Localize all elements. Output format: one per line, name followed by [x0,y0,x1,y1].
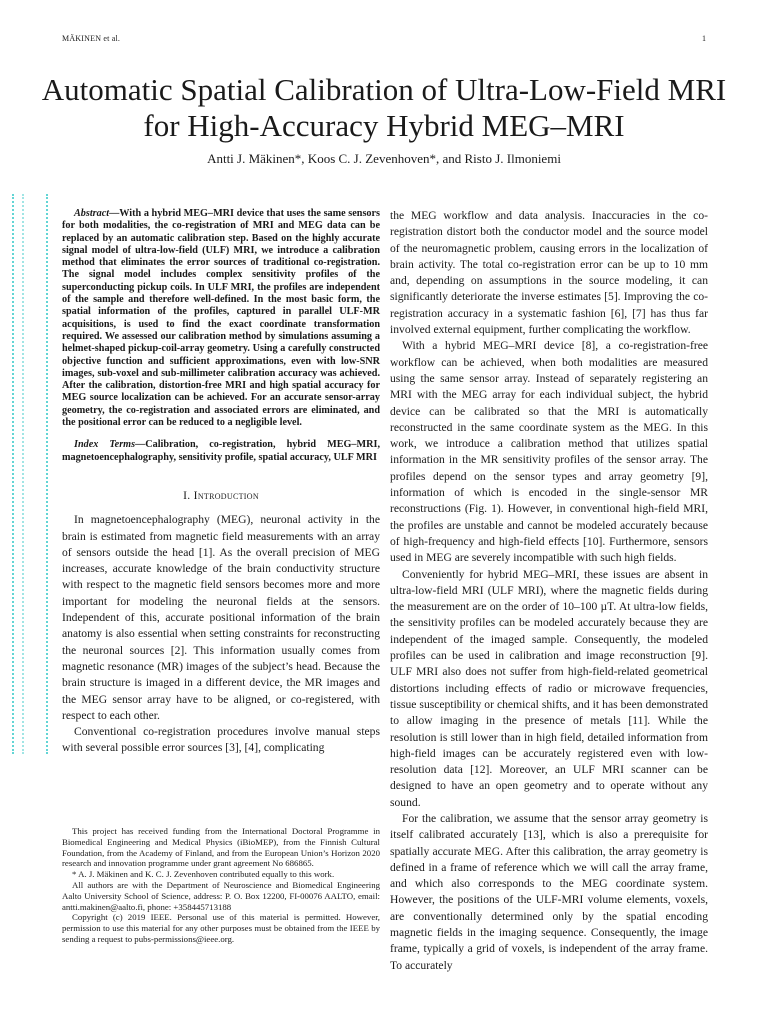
footnote-funding: This project has received funding from the International Doctoral Programme in Biomedical Engineering and Medical Physics (iBioMEP), from the Finnish Cultural Foundation, from the Academy of Finland, and from the European Union’s Horizon 2020 research and innovation programme under grant agreement No 686865. [62,826,380,869]
author-list: Antti J. Mäkinen*, Koos C. J. Zevenhoven*, and Risto J. Ilmoniemi [207,151,561,166]
abstract [62,208,380,429]
abstract-lead: Abstract [74,208,110,219]
right-column [390,208,708,974]
section-number: I. [183,488,191,502]
left-column [62,208,380,757]
margin-annotation-dots [12,194,48,754]
body-paragraph: In magnetoencephalography (MEG), neuronal activity in the brain is estimated from magnetic field measurements with an array of sensors outside the head [1]. As the overall precision of MEG increases, accurate knowledge of the brain conductivity structure with respect to the magnetic field sensors becomes more and more important for modeling the neuronal fields at the sensors. Independent of this, accurate positional information of the brain anatomy is also essential when setting constraints for reconstructing the neuronal sources [2]. This information usually comes from magnetic resonance (MR) images of the subject’s head. Because the brain structure is imaged in a different device, the MR images and the MEG sensor array have to be aligned, or co-registered, with respect to each other. [62,513,380,722]
body-paragraph: With a hybrid MEG–MRI device [8], a co-registration-free workflow can be achieved, when both modalities are measured using the same sensor array. Instead of separately registering an MRI with the MEG array for each individual subject, the hybrid device can be calibrated so that the MRI is automatically reconstructed in the same coordinate system as the MEG. In this work, we introduce a calibration method that utilizes spatial information in the MR sensitivity profiles of the sensor array. The profiles depend on the sensor types and array geometry [9], information of which is encoded in the single-sensor MR reconstructions (Fig. 1). However, in conventional high-field MRI, the profiles are unstable and cannot be modeled accurately because of high-frequency and high-field effects [10]. Furthermore, sensors used in MEG are severely incompatible with such high fields. [390,339,708,565]
body-paragraph: the MEG workflow and data analysis. Inaccuracies in the co-registration distort both the conductor model and the source model of the neuromagnetic problem, causing errors in the localization of brain activity. The total co-registration error can be up to 10 mm and, depending on assumptions in the source modeling, it can significantly deteriorate the inverse estimates [5]. Improving the co-registration accuracy in a systematic fashion [6], [7] has thus far involved external equipment, further complicating the workflow. [390,209,708,337]
footnote-contribution: * A. J. Mäkinen and K. C. J. Zevenhoven contributed equally to this work. [72,869,335,880]
footnote-copyright: Copyright (c) 2019 IEEE. Personal use of this material is permitted. However, permission to use this material for any other purposes must be obtained from the IEEE by sending a request to pubs-permissions@ieee.org. [62,912,380,944]
index-terms-lead: Index Terms [74,439,136,451]
running-head: MÄKINEN et al. [62,34,121,43]
footnote-affiliation: All authors are with the Department of Neuroscience and Biomedical Engineering Aalto University School of Science, address: P. O. Box 12200, FI-00076 AALTO, email: antti.makinen@aalto.fi, phone: +358445713188 [62,879,380,912]
body-paragraph: For the calibration, we assume that the sensor array geometry is itself calibrated accurately [13], which is also a prerequisite for spatially accurate MEG. After this calibration, the array geometry is defined in a frame of reference which we will call the array frame, and which also corresponds to the MEG coordinate system. However, the positions of the ULF-MRI volume elements, voxels, are conventionally determined only by the spatial encoding magnetic fields in the imaging sequence. Consequently, the image frame, typically a grid of voxels, is independent of the array frame. To accurately [390,811,708,972]
section-heading [62,488,380,504]
footnotes [62,826,380,945]
abstract-text: —With a hybrid MEG–MRI device that uses the same sensors for both modalities, the co-registration of MRI and MEG data can be replaced by an automatic calibration step. Based on the highly accurate signal model of ultra-low-field (ULF) MRI, we introduce a calibration method that eliminates the error sources of traditional co-registration. The signal model includes complex sensitivity profiles of the superconducting pickup coils. In ULF MRI, the profiles are independent of the sample and therefore well-defined. In the most basic form, the spatial information of the profiles, captured in parallel ULF-MR acquisitions, is used to find the exact coordinate transformation required. We assessed our calibration method by simulations assuming a helmet-shaped pickup-coil-array geometry. Using a carefully constructed objective function and sufficient approximations, even with low-SNR images, sub-voxel and sub-millimeter calibration accuracy was achieved. After the calibration, distortion-free MRI and high spatial accuracy for MEG source localization can be achieved. For an accurate sensor-array geometry, the co-registration and associated errors are eliminated, and the positional error can be reduced to a negligible level. [62,208,380,429]
section-title: Introduction [193,488,259,502]
body-paragraph: Conveniently for hybrid MEG–MRI, these issues are absent in ultra-low-field MRI (ULF MRI), where the magnetic fields during the measurement are on the order of 10–100 µT. At ultra-low fields, the sensitivity profiles can be modeled accurately because they are independent of the imaged sample. Consequently, the modeled profiles can be used in calibration and image reconstruction [9]. ULF MRI also does not suffer from high-field-related geometrical distortions including effects of radio or microwave frequencies, tissue susceptibility or chemical shifts, and it has been demonstrated to allow imaging in the presence of metals [11]. While the resolution is still lower than in high field, detailed information from high-field images can be accurately registered even with low-resolution data [12]. Moreover, an ULF MRI scanner can be designed to have an open geometry and to operate without any sound. [390,567,708,809]
index-terms [62,439,380,464]
index-terms-text: —Calibration, co-registration, hybrid MEG–MRI, magnetoencephalography, sensitivity profile, spatial accuracy, ULF MRI [62,439,380,463]
abstract-paragraph [62,208,380,429]
page-number: 1 [702,34,706,43]
body-paragraph: Conventional co-registration procedures involve manual steps with several possible error sources [3], [4], complicating [62,725,380,755]
index-terms-paragraph [62,439,380,464]
paper-title: Automatic Spatial Calibration of Ultra-Low-Field MRI for High-Accuracy Hybrid MEG–MRI [41,72,727,143]
